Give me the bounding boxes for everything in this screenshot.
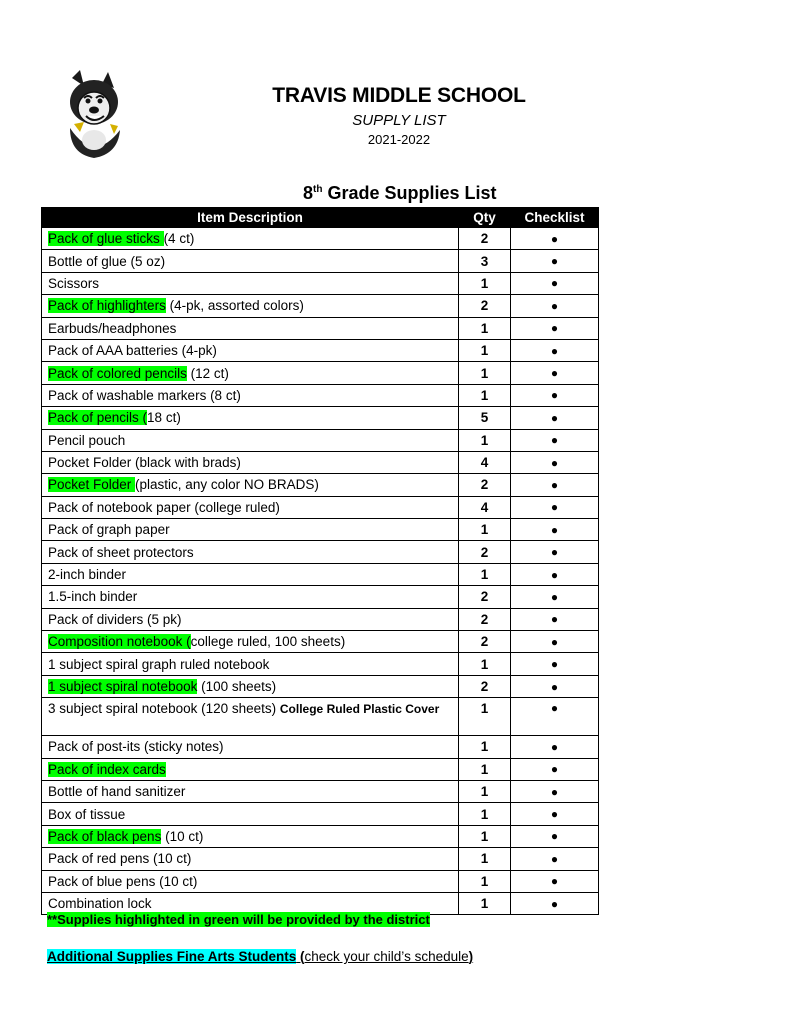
footnote-text: **Supplies highlighted in green will be provided by the district <box>47 912 430 927</box>
item-description-cell <box>42 698 459 736</box>
district-provided-highlight: Pack of black pens <box>48 828 162 844</box>
item-text: Bottle of glue (5 oz) <box>48 253 166 269</box>
item-description-cell <box>42 563 459 585</box>
qty-cell: 1 <box>459 736 511 758</box>
item-text: Bottle of hand sanitizer <box>48 784 186 800</box>
close-paren: ) <box>468 949 474 964</box>
table-row <box>42 586 599 608</box>
supply-list-subtitle: SUPPLY LIST <box>352 112 446 129</box>
qty-cell: 1 <box>459 653 511 675</box>
table-row <box>42 272 599 294</box>
item-description-cell <box>42 608 459 630</box>
table-row <box>42 362 599 384</box>
table-row <box>42 780 599 802</box>
school-year: 2021-2022 <box>367 132 431 147</box>
qty-cell: 1 <box>459 339 511 361</box>
checklist-bullet: ● <box>511 295 599 317</box>
checklist-bullet: ● <box>511 892 599 914</box>
table-row <box>42 429 599 451</box>
item-text: Pack of graph paper <box>48 522 170 538</box>
qty-cell: 1 <box>459 848 511 870</box>
table-row <box>42 474 599 496</box>
item-description-cell <box>42 339 459 361</box>
item-note: College Ruled Plastic Cover <box>279 702 440 717</box>
district-provided-highlight: Pack of highlighters <box>48 298 166 314</box>
qty-cell: 2 <box>459 631 511 653</box>
qty-cell: 1 <box>459 362 511 384</box>
table-row <box>42 541 599 563</box>
item-text: Pack of blue pens (10 ct) <box>48 873 198 889</box>
district-provided-highlight: 1 subject spiral notebook <box>48 679 198 694</box>
item-text: Pack of washable markers (8 ct) <box>48 387 241 403</box>
item-description-cell <box>42 228 459 250</box>
district-provided-highlight: Pack of glue sticks <box>48 231 164 247</box>
table-row <box>42 631 599 653</box>
table-row <box>42 317 599 339</box>
item-description-cell <box>42 317 459 339</box>
checklist-bullet: ● <box>511 608 599 630</box>
table-row <box>42 848 599 870</box>
item-description-cell <box>42 519 459 541</box>
item-description-cell <box>42 870 459 892</box>
item-text: (4 ct) <box>163 231 195 247</box>
item-text: 3 subject spiral notebook (120 sheets) <box>48 701 280 717</box>
item-description-cell <box>42 675 459 697</box>
additional-supplies-link <box>47 949 473 964</box>
qty-cell: 2 <box>459 586 511 608</box>
qty-cell: 3 <box>459 250 511 272</box>
additional-supplies-heading: Additional Supplies Fine Arts Students <box>47 949 297 964</box>
supplies-table <box>41 207 599 915</box>
header-checklist: Checklist <box>511 208 599 228</box>
item-text: (4-pk, assorted colors) <box>165 298 304 314</box>
qty-cell: 1 <box>459 780 511 802</box>
item-description-cell <box>42 631 459 653</box>
checklist-bullet: ● <box>511 736 599 758</box>
header-qty: Qty <box>459 208 511 228</box>
item-text: 1.5-inch binder <box>48 589 138 605</box>
district-provided-highlight: Pack of pencils ( <box>48 410 148 426</box>
checklist-bullet: ● <box>511 228 599 250</box>
checklist-bullet: ● <box>511 563 599 585</box>
qty-cell: 1 <box>459 317 511 339</box>
checklist-bullet: ● <box>511 653 599 675</box>
table-row <box>42 384 599 406</box>
table-row <box>42 608 599 630</box>
table-row <box>42 698 599 736</box>
checklist-bullet: ● <box>511 317 599 339</box>
item-text: Pack of sheet protectors <box>48 544 194 560</box>
checklist-bullet: ● <box>511 848 599 870</box>
qty-cell: 5 <box>459 407 511 429</box>
item-text: Pack of dividers (5 pk) <box>48 611 182 627</box>
table-row <box>42 803 599 825</box>
table-row <box>42 653 599 675</box>
qty-cell: 2 <box>459 228 511 250</box>
item-text: (10 ct) <box>161 828 204 844</box>
item-description-cell <box>42 384 459 406</box>
open-paren: ( <box>296 949 305 964</box>
item-text: Scissors <box>48 275 100 291</box>
checklist-bullet: ● <box>511 451 599 473</box>
table-row <box>42 825 599 847</box>
item-description-cell <box>42 250 459 272</box>
table-row <box>42 563 599 585</box>
item-description-cell <box>42 407 459 429</box>
item-text: Pack of post-its (sticky notes) <box>48 739 224 755</box>
checklist-bullet: ● <box>511 272 599 294</box>
checklist-bullet: ● <box>511 250 599 272</box>
item-text: (12 ct) <box>186 365 229 381</box>
table-row <box>42 870 599 892</box>
item-text: college ruled, 100 sheets) <box>190 634 346 650</box>
qty-cell: 1 <box>459 519 511 541</box>
qty-cell: 2 <box>459 474 511 496</box>
additional-note: check your child’s schedule <box>304 949 469 964</box>
checklist-bullet: ● <box>511 758 599 780</box>
supply-rows <box>42 228 599 915</box>
qty-cell: 1 <box>459 892 511 914</box>
school-name: TRAVIS MIDDLE SCHOOL <box>272 84 526 107</box>
qty-cell: 2 <box>459 608 511 630</box>
checklist-bullet: ● <box>511 384 599 406</box>
grade-number: 8 <box>303 183 314 203</box>
qty-cell: 4 <box>459 451 511 473</box>
table-row <box>42 339 599 361</box>
item-text: (100 sheets) <box>197 679 277 694</box>
item-description-cell <box>42 780 459 802</box>
district-provided-highlight: Pack of colored pencils <box>48 365 187 381</box>
checklist-bullet: ● <box>511 698 599 736</box>
checklist-bullet: ● <box>511 407 599 429</box>
item-text: Pack of AAA batteries (4-pk) <box>48 343 217 359</box>
qty-cell: 1 <box>459 758 511 780</box>
qty-cell: 1 <box>459 870 511 892</box>
list-title-text: Grade Supplies List <box>322 183 497 203</box>
district-provided-highlight: Composition notebook ( <box>48 634 191 650</box>
item-description-cell <box>42 803 459 825</box>
item-description-cell <box>42 736 459 758</box>
header-item-description: Item Description <box>42 208 459 228</box>
item-description-cell <box>42 825 459 847</box>
district-footnote <box>47 912 430 927</box>
table-row <box>42 407 599 429</box>
checklist-bullet: ● <box>511 803 599 825</box>
qty-cell: 2 <box>459 675 511 697</box>
item-text: Pencil pouch <box>48 432 126 448</box>
qty-cell: 1 <box>459 803 511 825</box>
item-description-cell <box>42 541 459 563</box>
table-row <box>42 295 599 317</box>
list-title <box>303 183 497 204</box>
table-row <box>42 675 599 697</box>
item-description-cell <box>42 474 459 496</box>
item-description-cell <box>42 295 459 317</box>
checklist-bullet: ● <box>511 586 599 608</box>
item-description-cell <box>42 496 459 518</box>
item-text: Combination lock <box>48 896 152 912</box>
checklist-bullet: ● <box>511 780 599 802</box>
item-description-cell <box>42 586 459 608</box>
district-provided-highlight: Pocket Folder <box>48 477 136 493</box>
item-description-cell <box>42 451 459 473</box>
checklist-bullet: ● <box>511 631 599 653</box>
checklist-bullet: ● <box>511 870 599 892</box>
table-row <box>42 519 599 541</box>
checklist-bullet: ● <box>511 519 599 541</box>
item-description-cell <box>42 272 459 294</box>
grade-suffix: th <box>313 184 323 195</box>
qty-cell: 4 <box>459 496 511 518</box>
table-row <box>42 451 599 473</box>
table-row <box>42 228 599 250</box>
table-header-row <box>42 208 599 228</box>
item-description-cell <box>42 848 459 870</box>
item-text: (plastic, any color NO BRADS) <box>135 477 319 493</box>
checklist-bullet: ● <box>511 339 599 361</box>
qty-cell: 1 <box>459 563 511 585</box>
item-description-cell <box>42 758 459 780</box>
item-description-cell <box>42 429 459 451</box>
item-text: 1 subject spiral graph ruled notebook <box>48 656 270 672</box>
qty-cell: 2 <box>459 541 511 563</box>
checklist-bullet: ● <box>511 496 599 518</box>
qty-cell: 1 <box>459 429 511 451</box>
checklist-bullet: ● <box>511 541 599 563</box>
item-text: Earbuds/headphones <box>48 320 177 336</box>
checklist-bullet: ● <box>511 474 599 496</box>
qty-cell: 1 <box>459 825 511 847</box>
item-text: Box of tissue <box>48 806 126 822</box>
item-description-cell <box>42 362 459 384</box>
item-description-cell <box>42 653 459 675</box>
checklist-bullet: ● <box>511 429 599 451</box>
table-row <box>42 758 599 780</box>
qty-cell: 2 <box>459 295 511 317</box>
qty-cell: 1 <box>459 384 511 406</box>
qty-cell: 1 <box>459 272 511 294</box>
checklist-bullet: ● <box>511 825 599 847</box>
table-row <box>42 496 599 518</box>
table-row <box>42 736 599 758</box>
table-row <box>42 250 599 272</box>
item-text: 2-inch binder <box>48 567 127 583</box>
checklist-bullet: ● <box>511 362 599 384</box>
qty-cell: 1 <box>459 698 511 736</box>
item-text: 18 ct) <box>147 410 181 426</box>
item-text: Pack of notebook paper (college ruled) <box>48 499 280 515</box>
checklist-bullet: ● <box>511 675 599 697</box>
district-provided-highlight: Pack of index cards <box>48 761 166 777</box>
item-text: Pack of red pens (10 ct) <box>48 851 192 867</box>
item-text: Pocket Folder (black with brads) <box>48 455 241 471</box>
